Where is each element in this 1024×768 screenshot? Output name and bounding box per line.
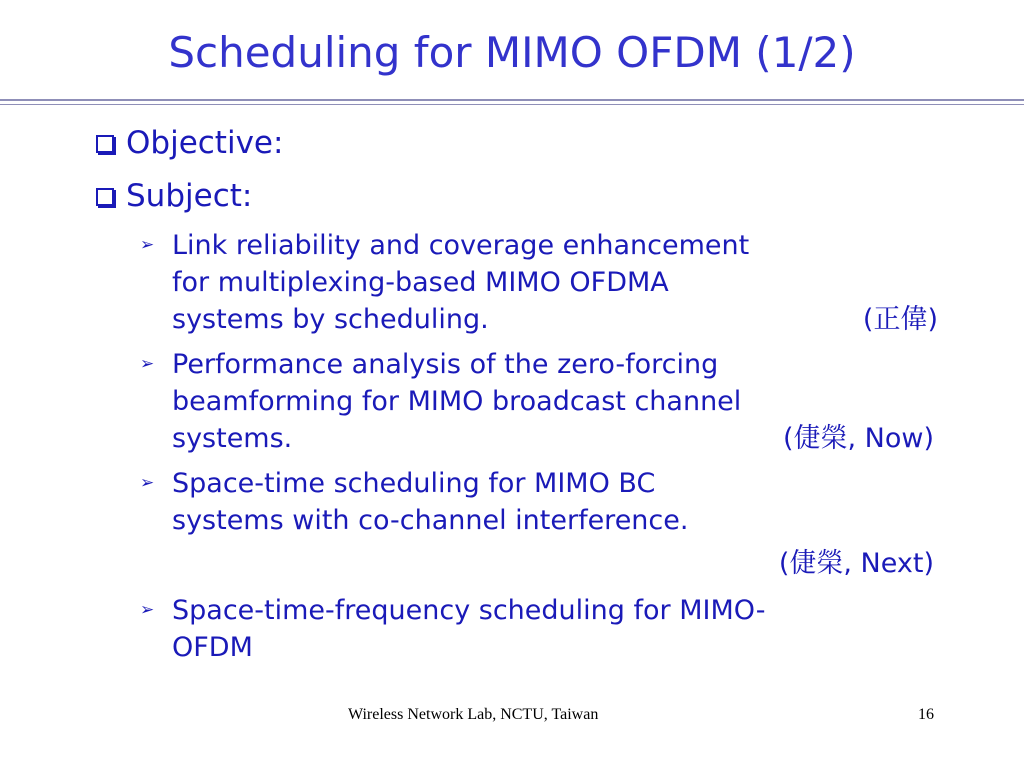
arrowhead-icon: ➢ [140,473,155,493]
square-bullet-icon [96,135,114,153]
bullet-subject [96,178,252,214]
item-1-line-3: systems by scheduling. [172,304,489,335]
title-rule-thick [0,99,1024,101]
item-4-line-1: Space-time-frequency scheduling for MIMO- [172,595,766,626]
footer-text: Wireless Network Lab, NCTU, Taiwan [348,706,599,723]
title-rule-thin [0,104,1024,105]
objective-label: Objective: [126,125,284,161]
slide-title: Scheduling for MIMO OFDM (1/2) [168,28,856,77]
item-3-line-2: systems with co-channel interference. [172,505,689,536]
arrowhead-icon: ➢ [140,235,155,255]
item-2-line-2: beamforming for MIMO broadcast channel [172,386,742,417]
item-1-line-1: Link reliability and coverage enhancement [172,230,750,261]
page-number: 16 [918,706,934,723]
item-2-author: (倢榮, Now) [782,423,934,454]
arrowhead-icon: ➢ [140,354,155,374]
arrowhead-icon: ➢ [140,600,155,620]
item-1-line-2: for multiplexing-based MIMO OFDMA [172,267,669,298]
bullet-objective [96,125,283,161]
item-2-line-3: systems. [172,423,293,454]
square-bullet-icon [96,188,114,206]
item-1-author: (正偉) [862,304,938,335]
item-3-line-1: Space-time scheduling for MIMO BC [172,468,656,499]
subject-label: Subject: [126,178,253,214]
item-3-author: (倢榮, Next) [778,548,934,579]
item-2-line-1: Performance analysis of the zero-forcing [172,349,719,380]
item-4-line-2: OFDM [172,632,253,663]
